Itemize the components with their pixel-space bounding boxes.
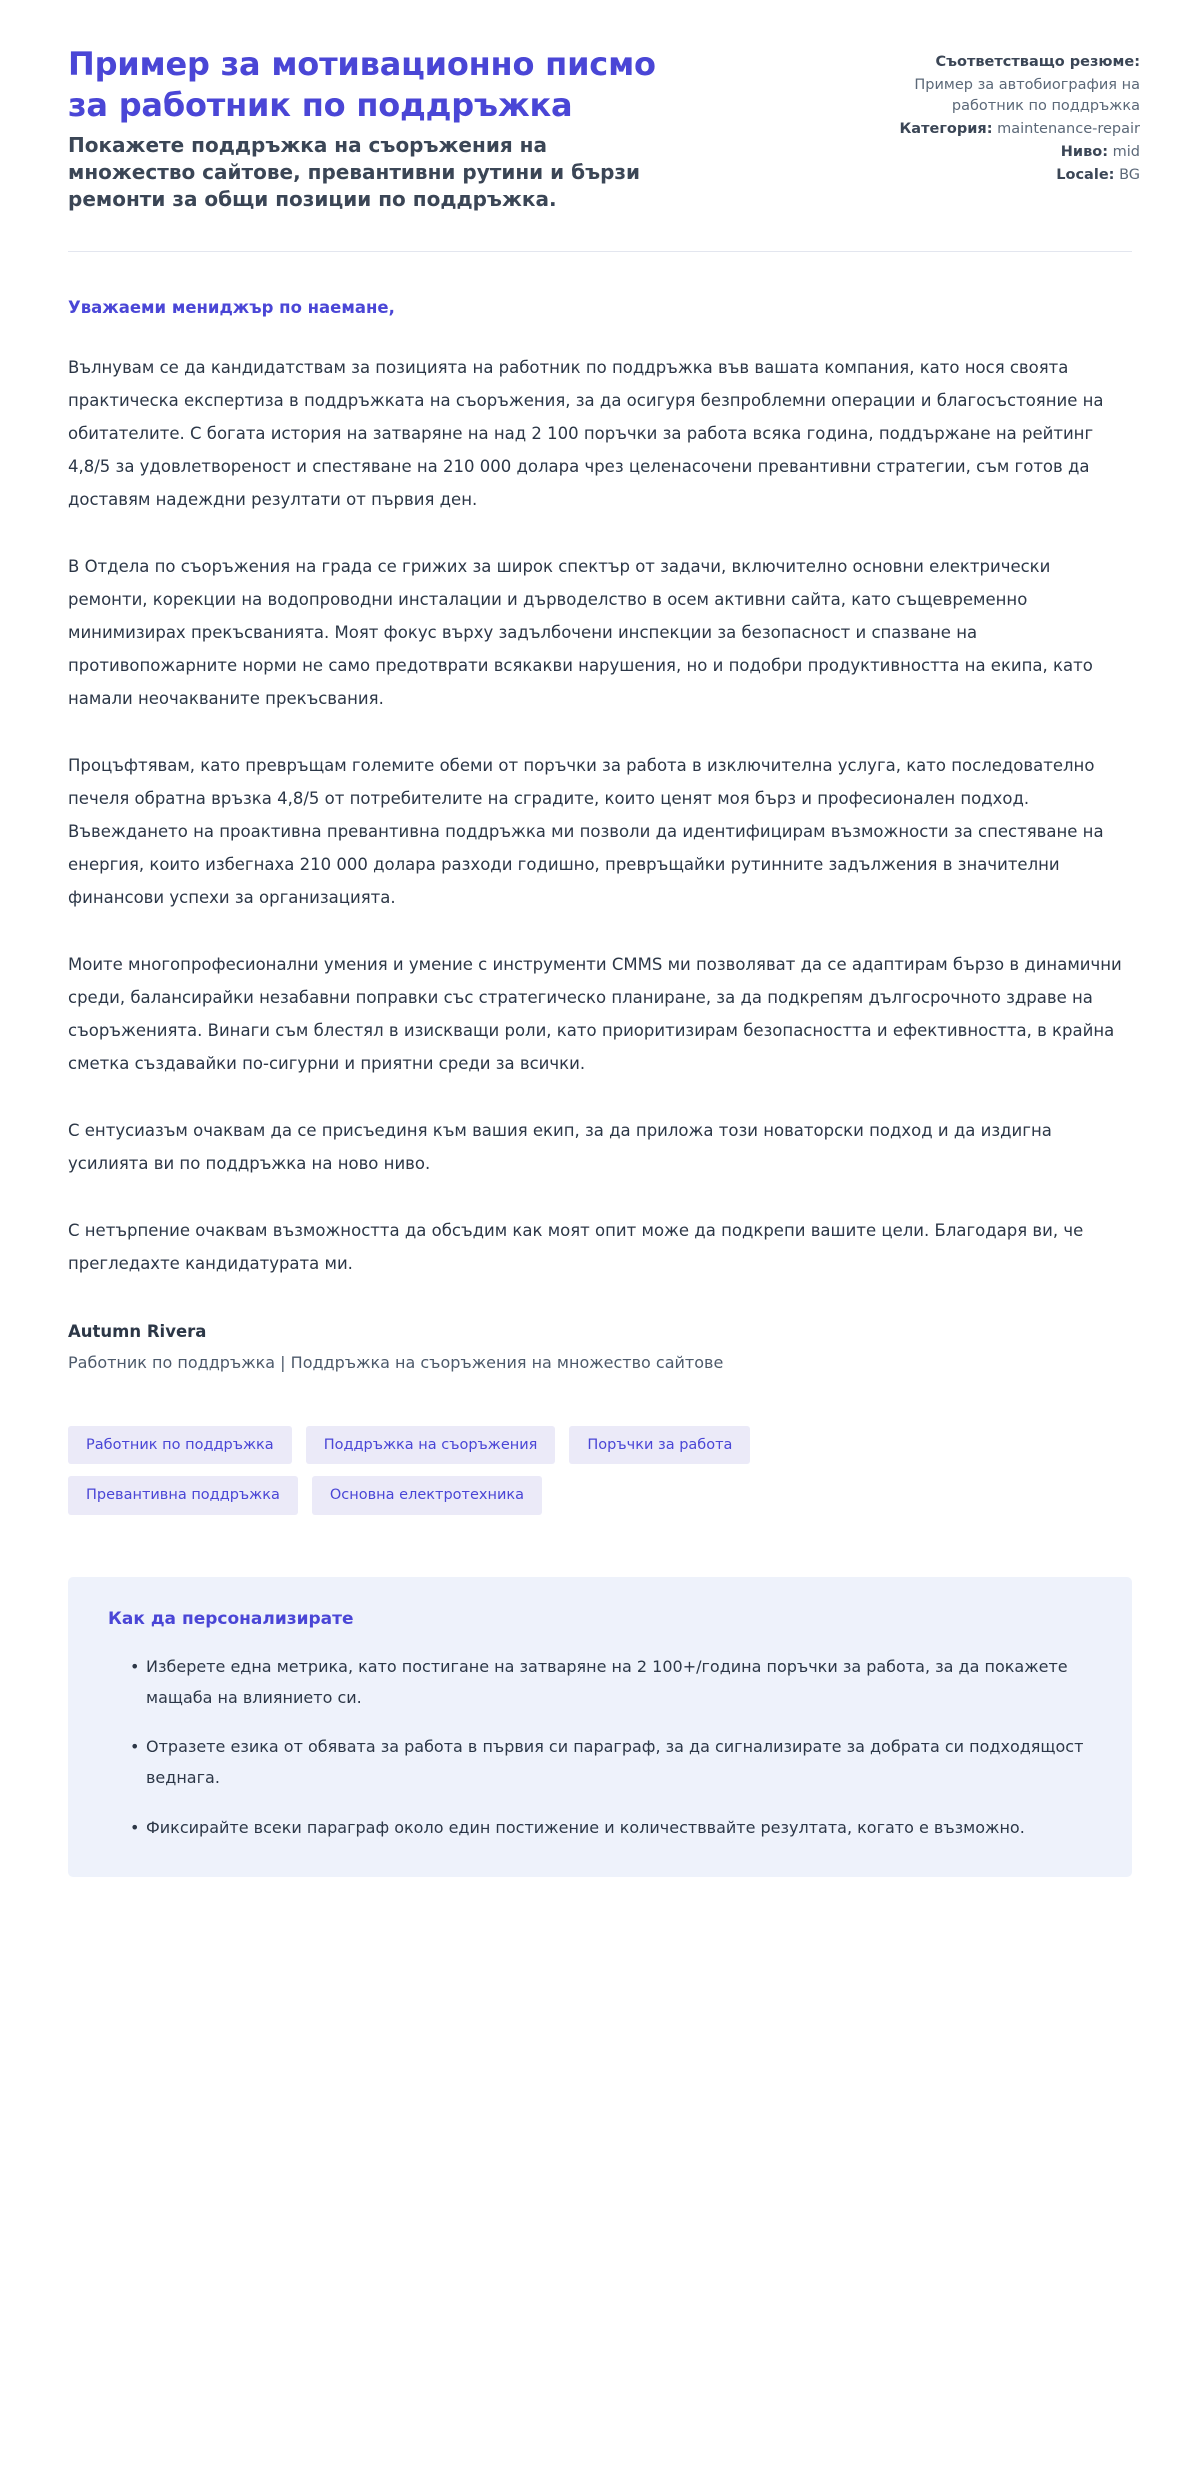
tag-chip[interactable]: Превантивна поддръжка xyxy=(68,1476,298,1515)
meta-category-value: maintenance-repair xyxy=(997,121,1140,138)
meta-category-label: Категория: xyxy=(899,121,993,138)
letter-body xyxy=(0,252,1200,1280)
meta-matching-resume xyxy=(840,52,1140,73)
tag-list xyxy=(0,1372,840,1515)
letter-paragraph: В Отдела по съоръжения на града се грижих за широк спектър от задачи, включително основни електрически ремонти, корекции на водопроводни инсталации и дърводелство в осем активни сайта, като същевременно минимизирах прекъсванията. Моят фокус върху задълбочени инспекции за безопасност и спазване на противопожарните норми не само предотврати всякакви нарушения, но и подобри продуктивността на екипа, като намали неочакваните прекъсвания. xyxy=(68,556,1093,708)
signature-role: Работник по поддръжка | Поддръжка на съоръжения на множество сайтове xyxy=(68,1352,724,1372)
personalize-callout xyxy=(68,1577,1132,1877)
page-header xyxy=(0,0,1200,213)
meta-category xyxy=(840,119,1140,140)
signature-block xyxy=(0,1280,1200,1372)
personalize-tip-list xyxy=(108,1651,1092,1843)
page-title: Пример за мотивационно писмо за работник по поддръжка xyxy=(68,45,656,124)
personalize-tip-item: • Фиксирайте всеки параграф около един постижение и количестввайте резултата, когато е възможно. xyxy=(130,1812,1092,1843)
personalize-tip-item: • Отразете езика от обявата за работа в първия си параграф, за да сигнализирате за добрата си подходящост веднага. xyxy=(130,1731,1092,1793)
tag-chip[interactable]: Поръчки за работа xyxy=(569,1426,750,1465)
signature-name: Autumn Rivera xyxy=(68,1321,207,1341)
meta-locale xyxy=(840,165,1140,186)
letter-paragraph: С ентусиазъм очаквам да се присъединя към вашия екип, за да приложа този новаторски подход и да издигна усилията ви по поддръжка на ново ниво. xyxy=(68,1120,1052,1173)
meta-level-value: mid xyxy=(1112,144,1140,161)
meta-level-label: Ниво: xyxy=(1060,144,1109,161)
personalize-callout-title: Как да персонализирате xyxy=(108,1608,354,1629)
meta-locale-label: Locale: xyxy=(1056,167,1115,184)
meta-matching-resume-value: Пример за автобиография на работник по поддръжка xyxy=(914,77,1140,115)
meta-matching-resume-value-row xyxy=(840,75,1140,117)
meta-locale-value: BG xyxy=(1119,167,1140,184)
meta-matching-resume-label: Съответстващо резюме: xyxy=(935,54,1140,70)
personalize-tip-item: • Изберете една метрика, като постигане на затваряне на 2 100+/година поръчки за работа, за да покажете мащаба на влиянието си. xyxy=(130,1651,1092,1713)
header-title-block xyxy=(68,44,678,213)
letter-paragraph: Моите многопрофесионални умения и умение с инструменти CMMS ми позволяват да се адаптирам бързо в динамични среди, балансирайки незабавни поправки със стратегическо планиране, за да подкрепям дългосрочното здраве на съоръженията. Винаги съм блестял в изискващи роли, като приоритизирам безопасността и ефективността, в крайна сметка създавайки по-сигурни и приятни среди за всички. xyxy=(68,954,1122,1073)
tag-chip[interactable]: Основна електротехника xyxy=(312,1476,542,1515)
letter-paragraph: Вълнувам се да кандидатствам за позицията на работник по поддръжка във вашата компания, като нося своята практическа експертиза в поддръжката на съоръжения, за да осигуря безпроблемни операции и благосъстояние на обитателите. С богата история на затваряне на над 2 100 поръчки за работа всяка година, поддържане на рейтинг 4,8/5 за удовлетвореност и спестяване на 210 000 долара чрез целенасочени превантивни стратегии, съм готов да доставям надеждни резултати от първия ден. xyxy=(68,357,1104,509)
page-subtitle: Покажете поддръжка на съоръжения на множество сайтове, превантивни рутини и бързи ремонти за общи позиции по поддръжка. xyxy=(68,132,641,211)
letter-paragraph: Процъфтявам, като превръщам големите обеми от поръчки за работа в изключителна услуга, като последователно печеля обратна връзка 4,8/5 от потребителите на сградите, които ценят моя бърз и професионален подход. Въвеждането на проактивна превантивна поддръжка ми позволи да идентифицирам възможности за спестяване на енергия, които избегнаха 210 000 долара разходи годишно, превръщайки рутинните задължения в значителни финансови успехи за организацията. xyxy=(68,755,1104,907)
document-metadata xyxy=(840,44,1140,188)
letter-paragraphs xyxy=(68,351,1132,1280)
letter-salutation: Уважаеми мениджър по наемане, xyxy=(68,297,395,317)
tag-chip[interactable]: Поддръжка на съоръжения xyxy=(306,1426,556,1465)
personalize-callout-wrap xyxy=(0,1515,1200,1877)
meta-level xyxy=(840,142,1140,163)
letter-paragraph: С нетърпение очаквам възможността да обсъдим как моят опит може да подкрепи вашите цели. Благодаря ви, че прегледахте кандидатурата ми. xyxy=(68,1220,1084,1273)
tag-chip[interactable]: Работник по поддръжка xyxy=(68,1426,292,1465)
